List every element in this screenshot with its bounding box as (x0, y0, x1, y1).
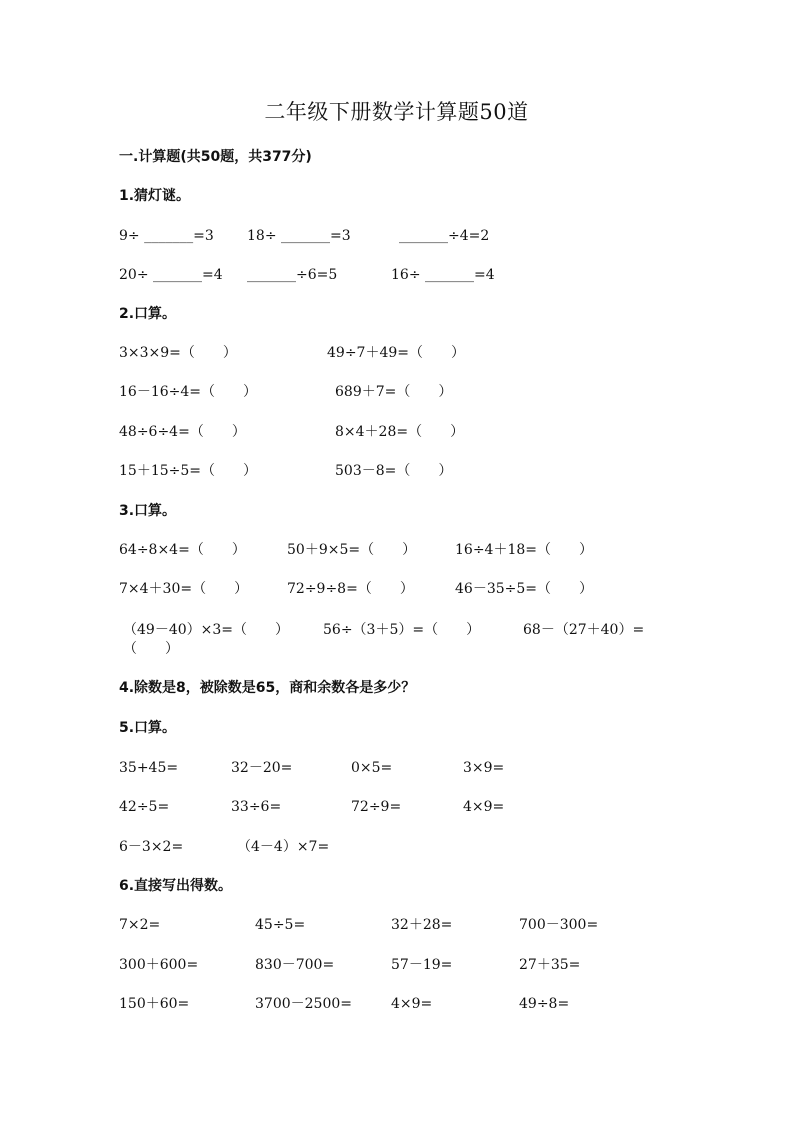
calc-item: 7×4＋30=（ ） (119, 581, 249, 597)
answer-blank: （ ） (123, 641, 179, 657)
riddle-item: 20÷ _______=4 (119, 267, 223, 283)
calc-item: 48÷6÷4=（ ） (119, 424, 246, 440)
calc-item: 150＋60= (119, 996, 190, 1012)
calc-item: 3700－2500= (255, 996, 352, 1012)
calc-item: 689＋7=（ ） (335, 384, 453, 400)
calc-item: 6－3×2= (119, 839, 184, 855)
calc-item: 72÷9÷8=（ ） (287, 581, 414, 597)
calc-item: 27＋35= (519, 957, 581, 973)
question-2-heading: 2.口算。 (119, 306, 177, 322)
question-4-heading: 4.除数是8，被除数是65，商和余数各是多少？ (119, 680, 416, 696)
riddle-item: _______÷4=2 (399, 228, 490, 244)
calc-item: 64÷8×4=（ ） (119, 542, 246, 558)
riddle-item: 18÷ _______=3 (247, 228, 351, 244)
calc-item: 3×3×9=（ ） (119, 345, 237, 361)
question-3-heading: 3.口算。 (119, 503, 177, 519)
section-heading: 一.计算题(共50题，共377分) (119, 149, 312, 165)
calc-item: 4×9= (391, 996, 433, 1012)
calc-item: 503－8=（ ） (335, 463, 453, 479)
calc-item: 16÷4＋18=（ ） (455, 542, 593, 558)
calc-item: 46－35÷5=（ ） (455, 581, 593, 597)
calc-item: 68－（27＋40）= (523, 622, 645, 638)
calc-item: 57－19= (391, 957, 453, 973)
calc-item: 72÷9= (351, 799, 402, 815)
calc-item: 45÷5= (255, 917, 306, 933)
calc-item: 35+45= (119, 760, 179, 776)
question-6-heading: 6.直接写出得数。 (119, 878, 233, 894)
calc-item: 32－20= (231, 760, 293, 776)
calc-item: 49÷7＋49=（ ） (327, 345, 465, 361)
calc-item: 56÷（3＋5）=（ ） (323, 622, 481, 638)
page-title: 二年级下册数学计算题50道 (264, 100, 529, 124)
calc-item: 8×4＋28=（ ） (335, 424, 465, 440)
riddle-item: _______÷6=5 (247, 267, 338, 283)
question-5-heading: 5.口算。 (119, 720, 177, 736)
question-1-heading: 1.猜灯谜。 (119, 188, 191, 204)
calc-item: 32＋28= (391, 917, 453, 933)
calc-item: 0×5= (351, 760, 393, 776)
calc-item: 15＋15÷5=（ ） (119, 463, 257, 479)
calc-item: 4×9= (463, 799, 505, 815)
calc-item: 33÷6= (231, 799, 282, 815)
calc-item: （4－4）×7= (237, 839, 330, 855)
calc-item: （49－40）×3=（ ） (123, 622, 289, 638)
riddle-item: 16÷ _______=4 (391, 267, 495, 283)
calc-item: 300＋600= (119, 957, 199, 973)
calc-item: 42÷5= (119, 799, 170, 815)
calc-item: 49÷8= (519, 996, 570, 1012)
calc-item: 16－16÷4=（ ） (119, 384, 257, 400)
calc-item: 3×9= (463, 760, 505, 776)
calc-item: 7×2= (119, 917, 161, 933)
riddle-item: 9÷ _______=3 (119, 228, 214, 244)
calc-item: 830－700= (255, 957, 335, 973)
calc-item: 700－300= (519, 917, 599, 933)
calc-item: 50＋9×5=（ ） (287, 542, 417, 558)
